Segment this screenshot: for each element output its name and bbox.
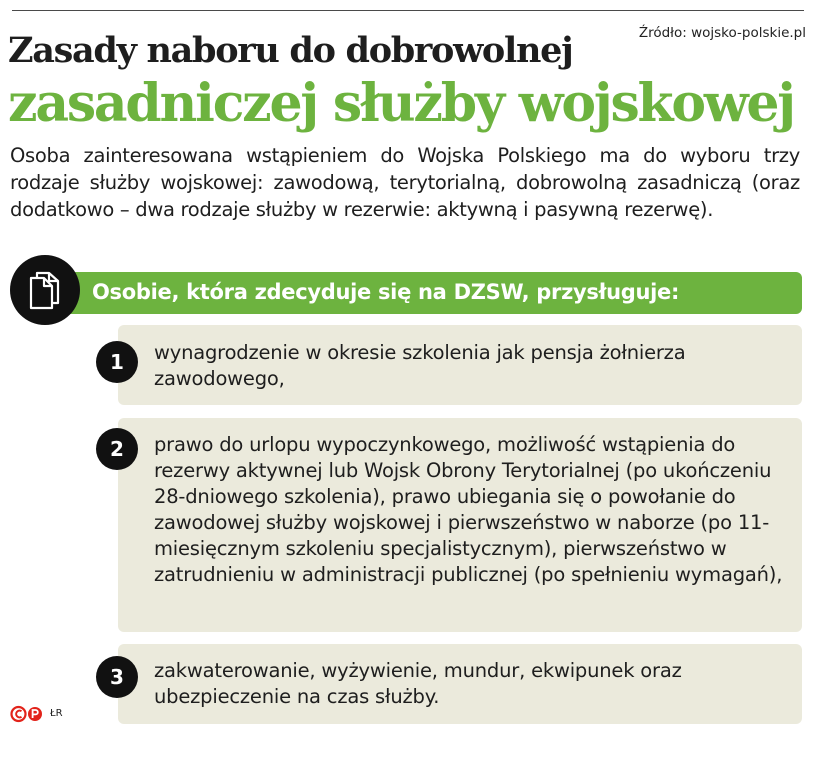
top-divider	[12, 10, 804, 11]
document-icon	[26, 269, 64, 311]
benefit-item-3-number: 3	[96, 656, 138, 698]
copyright-logo-icon	[10, 705, 44, 723]
author-credit: ŁR	[50, 708, 63, 719]
benefit-item-3-text: zakwaterowanie, wyżywienie, mundur, ekwipunek oraz ubezpieczenie na czas służby.	[154, 659, 682, 708]
title-line-1: Zasady naboru do dobrowolnej	[8, 30, 573, 71]
benefit-item-1-text: wynagrodzenie w okresie szkolenia jak pensja żołnierza zawodowego,	[154, 341, 686, 390]
title-line-2: zasadniczej służby wojskowej	[8, 73, 794, 134]
benefit-item-1-number: 1	[96, 341, 138, 383]
benefit-item-2-number: 2	[96, 428, 138, 470]
intro-paragraph: Osoba zainteresowana wstąpieniem do Wojska Polskiego ma do wyboru trzy rodzaje służby wojskowej: zawodową, terytorialną, dobrowolną zasadniczą (oraz dodatkowo – dwa rodzaje służby w rezerwie: aktywną i pasywną rezerwę).	[10, 144, 800, 221]
document-icon-badge	[10, 255, 80, 325]
benefit-item-2-text: prawo do urlopu wypoczynkowego, możliwość wstąpienia do rezerwy aktywnej lub Wojsk Obrony Terytorialnej (po ukończeniu 28-dniowego szkolenia), prawo ubiegania się o powołanie do zawodowej służby wojskowej i pierwszeństwo w naborze (po 11-miesięcznym szkoleniu specjalistycznym), pierwszeństwo w zatrudnieniu w administracji publicznej (po spełnieniu wymagań),	[154, 433, 783, 586]
source-credit: Źródło: wojsko-polskie.pl	[638, 25, 806, 41]
benefits-banner-text: Osobie, która zdecyduje się na DZSW, przysługuje:	[92, 280, 680, 304]
